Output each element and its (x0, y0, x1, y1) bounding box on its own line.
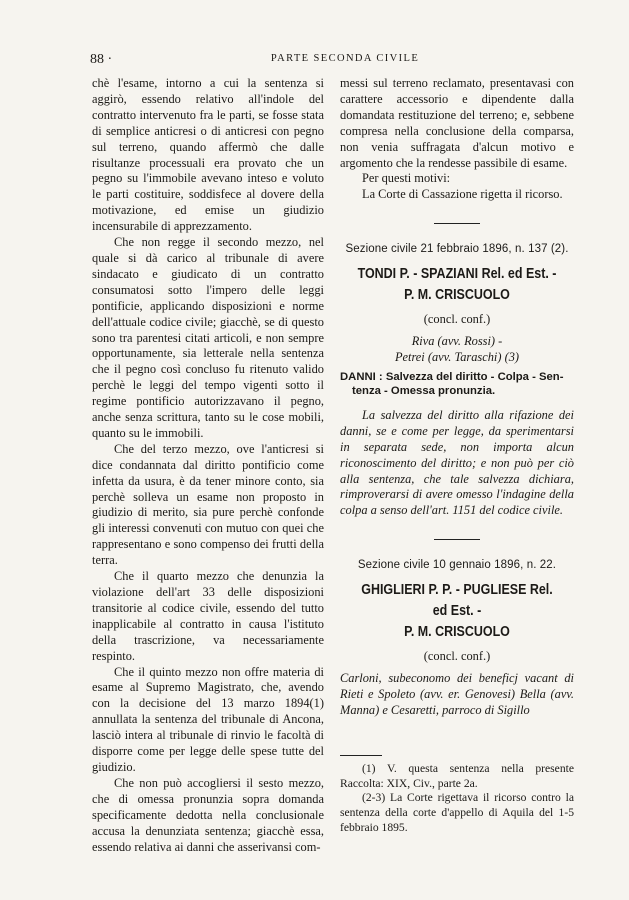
left-column (92, 76, 324, 855)
right-paragraph: La Corte di Cassazione rigetta il ricorso. (362, 187, 563, 202)
case-subject (340, 370, 574, 398)
case-heading: Sezione civile 21 febbraio 1896, n. 137 (2). (345, 243, 569, 256)
subject-text: Salvezza del diritto - Colpa - Sen- (385, 370, 564, 383)
running-title: PARTE SECONDA CIVILE (270, 53, 420, 64)
case-party-line: Riva (avv. Rossi) - (411, 334, 503, 349)
subject-text: tenza - Omessa pronunzia. (352, 384, 496, 397)
footnote: (2-3) La Corte rigettava il ricorso contro la sentenza della corte d'appello di Aquila del 1-5 febbraio 1895. (340, 791, 574, 834)
left-paragraph: Che non può accogliersi il sesto mezzo, che di omessa pronunzia sopra domanda specificamente dedotta nella conclusionale accusa la denunziata sentenza; giacchè essa, essendo relativa ai danni che asserivansi com- (92, 775, 324, 854)
right-paragraph: messi sul terreno reclamato, presentavasi con carattere accessorio e dipendente dalla domandata restituzione del terreno; e, sebbene compresa nella conclusione della comparsa, non venia suffragata d'alcun motivo e argomento che la rendesse passibile di esame. (340, 76, 574, 170)
case-conclusion: (concl. conf.) (423, 312, 491, 327)
left-paragraph: Che non regge il secondo mezzo, nel quale si dà carico al tribunale di avere sindacato e giudicato di un contratto consumatosi sotto l'impero delle leggi pontificie, applicando disposizioni e norme dell'attuale codice civile; giacchè, se di questo sono tra parentesi citati articoli, e non sempre opportunamente, sia letterale nella sentenza che il pegno così concluso fu ritenuto valido perchè le leggi del tempo vigenti sotto il regime pontificio autorizzavano il pegno, anche senza scrittura, tanto su le cose mobili, quanto su le immobili. (92, 235, 324, 440)
left-paragraph: Che del terzo mezzo, ove l'anticresi si dice condannata dal diritto pontificio come infetta da usura, è da tener minore conto, sia perchè solleva un esame non proposto in giudizio di merito, sia pure perchè confonde gli interessi convenuti con mutuo con quei che rappresentano e sono compenso dei frutti della terra. (92, 441, 324, 568)
footnote: (1) V. questa sentenza nella presente Raccolta: XIX, Civ., parte 2a. (340, 761, 574, 790)
case-conclusion: (concl. conf.) (423, 649, 491, 664)
right-column (340, 76, 574, 836)
section-divider (434, 223, 480, 224)
case-entry-1 (340, 242, 574, 519)
case-parties: TONDI P. - SPAZIANI Rel. ed Est. - (357, 266, 557, 283)
case-pm: P. M. CRISCUOLO (404, 624, 510, 641)
case-parties: GHIGLIERI P. P. - PUGLIESE Rel. ed Est. - (361, 582, 553, 620)
left-paragraph: chè l'esame, intorno a cui la sentenza si aggirò, essendo relativo all'indole del contratto intervenuto fra le parti, se fosse stata di semplice anticresi o di anticresi con pegno sul terreno, quando affermò che dalle risultanze processuali era provato che un pegno su l'immobile avevano inteso e voluto le parti costituire, soddisfece al dovere della motivazione, ed emise un giudizio incensurabile di apprezzamento. (92, 76, 324, 234)
case-entry-2 (340, 558, 574, 719)
case-maxim: La salvezza del diritto alla rifazione dei danni, se e come per legge, da sperimentarsi in separata sede, non importa alcun riconoscimento del diritto; e non può per ciò alla sentenza, che tale salvezza dichiara, rimproverarsi di avere omesso l'indagine della colpa a senso dell'art. 1151 del codice civile. (340, 407, 574, 518)
running-header (0, 52, 629, 68)
subject-label: DANNI : (340, 370, 383, 383)
case-parties-text: Carloni, subeconomo dei beneficj vacant di Rieti e Spoleto (avv. er. Genovesi) Bella (avv. Manna) e Cesaretti, parroco di Sigillo (340, 671, 574, 717)
case-heading: Sezione civile 10 gennaio 1896, n. 22. (357, 559, 557, 572)
left-paragraph: Che il quinto mezzo non offre materia di esame al Supremo Magistrato, che, avendo con la decisione del 13 marzo 1894(1) annullata la sentenza del tribunale di Ancona, lasciò intera al tribunale di rinvio le facoltà di disporre come per legge delle spese tutte del giudizio. (92, 664, 324, 774)
case-pm: P. M. CRISCUOLO (404, 287, 510, 304)
case-party-line: Petrei (avv. Taraschi) (3) (394, 349, 520, 364)
footnote-rule (340, 755, 382, 756)
right-paragraph: Per questi motivi: (362, 171, 451, 186)
left-paragraph: Che il quarto mezzo che denunzia la violazione dell'art 33 delle disposizioni transitorie al codice civile, essendo del tutto inapplicabile al contratto in causa l'istituto della trascrizione, va necessariamente respinto. (92, 569, 324, 663)
section-divider (434, 539, 480, 540)
page-number: 88 · (90, 52, 113, 67)
